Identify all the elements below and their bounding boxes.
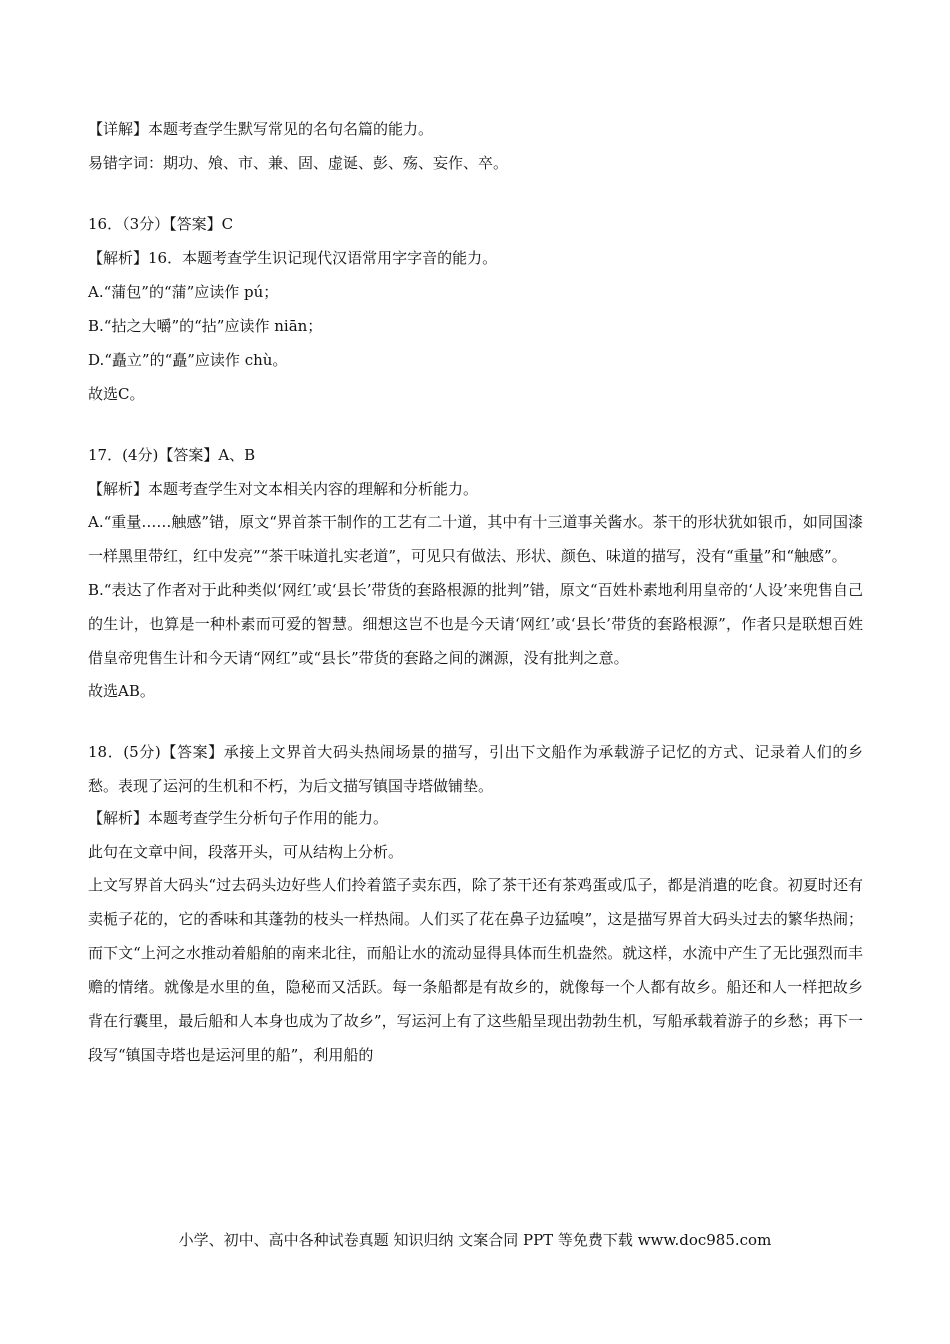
s16-option-a: A.“蒲包”的“蒲”应读作 pú；: [88, 283, 279, 301]
spacer: [88, 405, 863, 444]
s16-header: 16．（3分）【答案】C: [88, 215, 234, 233]
s16-conclusion: 故选C。: [88, 385, 145, 403]
s16-option-d: D.“矗立”的“矗”应读作 chù。: [88, 351, 288, 369]
s18-body: 上文写界首大码头“过去码头边好些人们拎着篮子卖东西，除了茶干还有茶鸡蛋或瓜子，都是消遣的吃食。初夏时还有卖栀子花的，它的香味和其蓬勃的枝头一样热闹。人们买了花在鼻子边猛嗅”，这是描写界首大码头过去的繁华热闹；而下文“上河之水推动着船舶的南来北往，而船让水的流动显得具体而生机盎然。就这样，水流中产生了无比强烈而丰赡的情绪。就像是水里的鱼，隐秘而又活跃。每一条船都是有故乡的，就像每一个人都有故乡。船还和人一样把故乡背在行囊里，最后船和人本身也成为了故乡”，写运河上有了这些船呈现出勃勃生机，写船承载着游子的乡愁；再下一段写“镇国寺塔也是运河里的船”，利用船的: [88, 876, 863, 1064]
s15-detail: 【详解】本题考查学生默写常见的名句名篇的能力。: [88, 120, 434, 138]
s17-header: 17．(4分)【答案】A、B: [88, 446, 256, 464]
s17-option-b: B.“表达了作者对于此种类似‘网红’或‘县长’带货的套路根源的批判”错，原文“百姓朴素地利用皇帝的‘人设’来兜售自己的生计，也算是一种朴素而可爱的智慧。细想这岂不也是今天请‘网红’或‘县长’带货的套路根源”，作者只是联想百姓借皇帝兜售生计和今天请“网红”或“县长”带货的套路之间的渊源，没有批判之意。: [88, 581, 863, 667]
s18-header: 18．(5分)【答案】承接上文界首大码头热闹场景的描写，引出下文船作为承载游子记忆的方式、记录着人们的乡愁。表现了运河的生机和不朽，为后文描写镇国寺塔做铺垫。: [88, 743, 863, 795]
page-footer: 小学、初中、高中各种试卷真题 知识归纳 文案合同 PPT 等免费下载 www.doc985.com: [178, 1231, 772, 1249]
s16-analysis: 【解析】16．本题考查学生识记现代汉语常用字字音的能力。: [88, 249, 498, 267]
s17-option-a: A.“重量……触感”错，原文“界首茶干制作的工艺有二十道，其中有十三道事关酱水。茶干的形状犹如银币，如同国漆一样黑里带红，红中发亮”“茶干味道扎实老道”，可见只有做法、形状、颜色、味道的描写，没有“重量”和“触感”。: [88, 513, 863, 565]
s18-structure: 此句在文章中间，段落开头，可从结构上分析。: [88, 843, 404, 861]
spacer: [88, 174, 863, 213]
s16-option-b: B.“拈之大嚼”的“拈”应读作 niān；: [88, 317, 323, 335]
s15-typos: 易错字词：期功、飧、市、兼、固、虚诞、彭、殇、妄作、卒。: [88, 154, 509, 172]
s18-analysis: 【解析】本题考查学生分析句子作用的能力。: [88, 809, 389, 827]
s17-analysis: 【解析】本题考查学生对文本相关内容的理解和分析能力。: [88, 480, 479, 498]
s17-conclusion: 故选AB。: [88, 682, 155, 700]
document-body: [88, 112, 863, 1072]
